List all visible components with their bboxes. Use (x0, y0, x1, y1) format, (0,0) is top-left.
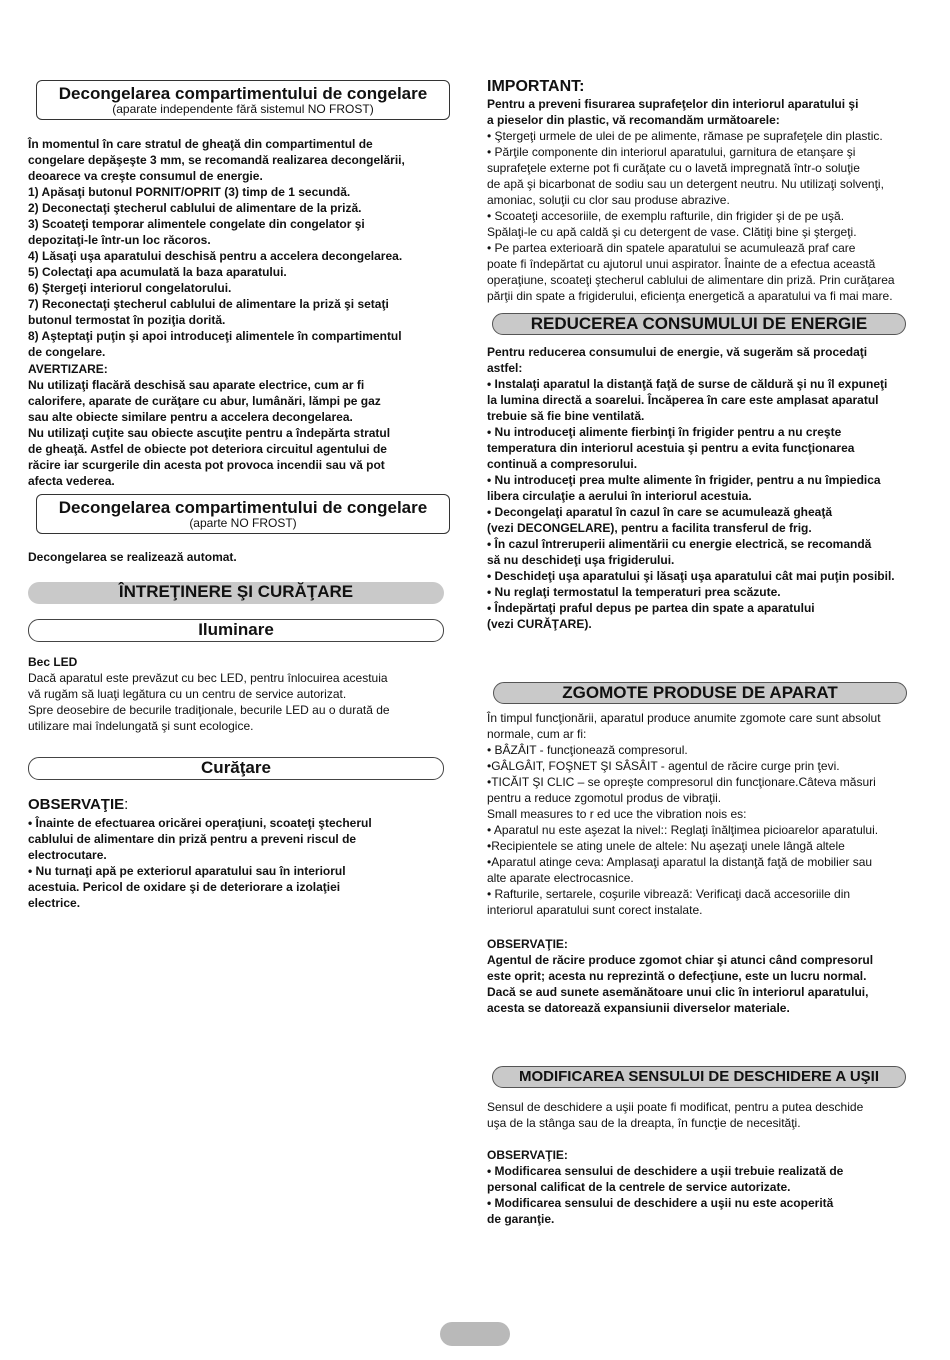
energy-heading: REDUCEREA CONSUMULUI DE ENERGIE (492, 313, 906, 335)
cleaning-heading: Curăţare (28, 757, 444, 780)
door-observation-title: OBSERVAŢIE: (487, 1148, 568, 1162)
observation-text: • Înainte de efectuarea oricărei operaţiuni, scoateţi ştecherul cablului de alimentare din priză pentru a preveni riscul de electrocutare. • Nu turnaţi apă pe exteriorul aparatului sau în interiorul acestuia. Pericol de oxidare şi de deteriorare a izolaţiei electrice. (28, 816, 372, 910)
nofrost-header-box (36, 494, 450, 534)
door-heading: MODIFICAREA SENSULUI DE DESCHIDERE A UŞII (492, 1066, 906, 1088)
defrost-title: Decongelarea compartimentului de congelare (58, 84, 428, 103)
energy-text: Pentru reducerea consumului de energie, vă sugerăm să procedaţi astfel: • Instalaţi aparatul la distanţă faţă de surse de căldură şi nu îl expuneţi la lumina directă a soarelui. Încăperea în care este amplasat aparatul trebuie să fie bine ventilată. • Nu introduceţi alimente fierbinţi în frigider pentru a nu creşte temperatura din interiorul acestuia şi pentru a evita funcţionarea continuă a compresorului. • Nu introduceţi prea multe alimente în frigider, pentru a nu împiedica libera circulaţie a aerului în interiorul acestuia. • Decongelaţi aparatul în cazul în care se acumulează gheaţă (vezi DECONGELARE), pentru a facilita transferul de frig. • În cazul întreruperii alimentării cu energie electrică, se recomandă să nu deschideţi uşa frigiderului. • Deschideţi uşa aparatului şi lăsaţi uşa aparatului cât mai puţin posibil. • Nu reglaţi termostatul la temperaturi prea scăzute. • Îndepărtaţi praful depus pe partea din spate a aparatului (vezi CURĂŢARE). (487, 345, 895, 631)
noise-observation-title: OBSERVAŢIE: (487, 937, 568, 951)
warning-text: Nu utilizaţi flacără deschisă sau aparate electrice, cum ar fi calorifere, aparate de curăţare cu abur, lumânări, lămpi pe gaz sau alte obiecte similare pentru a accelera decongelarea. Nu utilizaţi cuţite sau obiecte ascuţite pentru a îndepărta stratul de gheaţă. Astfel de obiecte pot deteriora circuitul agentului de răcire iar scurgerile din acesta pot provoca incendii sau vă pot afecta vederea. (28, 378, 391, 488)
door-observation-text: • Modificarea sensului de deschidere a uşii trebuie realizată de personal calificat de la centrele de service autorizate. • Modificarea sensului de deschidere a uşii nu este acoperită de garanţie. (487, 1164, 844, 1226)
observation-title: OBSERVAŢIE (28, 796, 125, 813)
observation-heading (28, 796, 128, 813)
page-number-badge (440, 1322, 510, 1346)
observation-colon: : (124, 796, 129, 813)
important-text: • Ştergeţi urmele de ulei de pe alimente, rămase pe suprafeţele din plastic. • Părţile componente din interiorul aparatului, garnitura de etanşare şi suprafeţele externe pot fi curăţate cu o lavetă impregnată într-o soluţie de apă şi bicarbonat de sodiu sau un detergent neutru. Nu utilizaţi solvenţi, amoniac, soluţii cu clor sau produse abrazive. • Scoateţi accesoriile, de exemplu rafturile, din frigider şi de pe uşă. Spălaţi-le cu apă caldă şi cu detergent de vase. Clătiţi bine şi ştergeţi. • Pe partea exterioară din spatele aparatului se acumulează praf care poate fi îndepărtat cu ajutorul unui aspirator. Înainte de a efectua această operaţiune, scoateţi ştecherul cablului de alimentare din priză. Prin curăţarea părţii din spate a frigiderului, eficienţa energetică a aparatului va fi mai mare. (487, 129, 895, 303)
noise-observation-text: Agentul de răcire produce zgomot chiar şi atunci când compresorul este oprit; acesta nu reprezintă o defecţiune, este un lucru normal. Dacă se aud sunete asemănătoare unui clic în interiorul aparatului, acesta se datorează expansiunii diverselor materiale. (487, 953, 874, 1015)
defrost-header-box (36, 80, 450, 120)
important-intro: Pentru a preveni fisurarea suprafeţelor din interiorul aparatului şi a pieselor din plastic, vă recomandăm următoarele: (487, 97, 859, 127)
defrost-instructions: În momentul în care stratul de gheaţă din compartimentul de congelare depăşeşte 3 mm, se recomandă realizarea decongelării, deoarece va creşte consumul de energie. 1) Apăsaţi butonul PORNIT/OPRIT (3) timp de 1 secundă. 2) Deconectaţi ştecherul cablului de alimentare de la priză. 3) Scoateţi temporar alimentele congelate din congelator şi depozitaţi-le într-un loc răcoros. 4) Lăsaţi uşa aparatului deschisă pentru a accelera decongelarea. 5) Colectaţi apa acumulată la baza aparatului. 6) Ştergeţi interiorul congelatorului. 7) Reconectaţi ştecherul cablului de alimentare la priză şi setaţi butonul termostat în poziţia dorită. 8) Aşteptaţi puţin şi apoi introduceţi alimentele în compartimentul de congelare. (28, 137, 405, 359)
maintenance-heading: ÎNTREŢINERE ŞI CURĂŢARE (28, 582, 444, 604)
warning-title: AVERTIZARE: (28, 362, 108, 376)
led-title: Bec LED (28, 655, 78, 669)
auto-defrost-text: Decongelarea se realizează automat. (28, 550, 237, 564)
nofrost-subtitle: (aparte NO FROST) (189, 516, 297, 530)
noise-text: În timpul funcţionării, aparatul produce anumite zgomote care sunt absolut normale, cum ar fi: • BÂZÂIT - funcţionează compresorul. •GÂLGÂIT, FOŞNET ŞI SÂSÂIT - agentul de răcire curge prin ţevi. •TICĂIT ŞI CLIC – se opreşte compresorul din funcţionare.Câteva măsuri pentru a reduce zgomotul produs de vibraţii. Small measures to r ed uce the vibration nois es: • Aparatul nu este aşezat la nivel:: Reglaţi înălţimea picioarelor aparatului. •Recipientele se ating unele de altele: Nu aşezaţi unele lângă altele •Aparatul atinge ceva: Amplasaţi aparatul la distanţă faţă de mobilier sau alte aparate electrocasnice. • Rafturile, sertarele, coşurile vibrează: Verificaţi dacă accesoriile din interiorul aparatului sunt corect instalate. (487, 711, 881, 917)
important-title: IMPORTANT: (487, 78, 585, 95)
nofrost-title: Decongelarea compartimentului de congelare (58, 498, 428, 517)
led-text: Dacă aparatul este prevăzut cu bec LED, pentru înlocuirea acestuia vă rugăm să luaţi legătura cu un centru de service autorizat. Spre deosebire de becurile tradiţionale, becurile LED au o durată de utilizare mai îndelungată şi sunt ecologice. (28, 671, 390, 733)
noise-heading: ZGOMOTE PRODUSE DE APARAT (493, 682, 907, 704)
defrost-subtitle: (aparate independente fără sistemul NO FROST) (112, 102, 374, 116)
door-text: Sensul de deschidere a uşii poate fi modificat, pentru a putea deschide uşa de la stânga sau de la dreapta, în funcţie de necesităţi. (487, 1100, 864, 1130)
lighting-heading: Iluminare (28, 619, 444, 642)
